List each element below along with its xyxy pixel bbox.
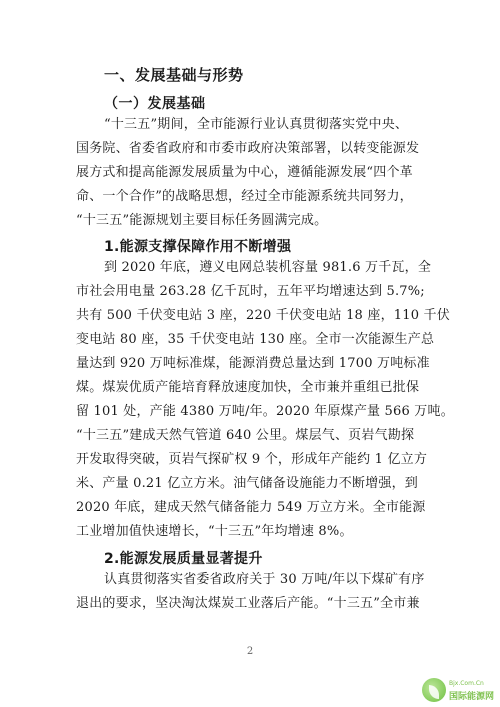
paragraph-line: 到 2020 年底，遵义电网总装机容量 981.6 万千瓦，全 — [104, 260, 432, 275]
watermark-logo — [422, 676, 496, 704]
watermark-cn: 国际能源网 — [449, 692, 495, 702]
paragraph-line: 工业增加值快速增长，“十三五”年均增速 8%。 — [76, 524, 353, 539]
heading-energy-support: 1.能源支撑保障作用不断增强 — [104, 239, 292, 255]
paragraph-line: 认真贯彻落实省委省政府关于 30 万吨/年以下煤矿有序 — [104, 572, 425, 587]
paragraph-line: 变电站 80 座，35 千伏变电站 130 座。全市一次能源生产总 — [76, 332, 435, 347]
subsection-title: （一）发展基础 — [104, 96, 206, 112]
paragraph-line: 开发取得突破，页岩气探矿权 9 个，形成年产能约 1 亿立方 — [76, 452, 428, 467]
paragraph-line: 留 101 处，产能 4380 万吨/年。2020 年原煤产量 566 万吨。 — [76, 404, 454, 419]
paragraph-line: 市社会用电量 263.28 亿千瓦时，五年平均增速达到 5.7%; — [76, 284, 425, 299]
watermark-en: Bjx.Com.Cn — [449, 680, 484, 687]
heading-energy-quality: 2.能源发展质量显著提升 — [104, 551, 263, 567]
page-number: 2 — [246, 646, 254, 657]
leaf-logo-icon — [422, 678, 446, 702]
paragraph-line: 命、一个合作”的战略思想，经过全市能源系统共同努力， — [76, 189, 413, 204]
paragraph-line: “十三五”建成天然气管道 640 公里。煤层气、页岩气勘探 — [76, 428, 415, 443]
paragraph-line: 煤。煤炭优质产能培育释放速度加快，全市兼并重组已批保 — [76, 380, 420, 395]
paragraph-line: “十三五”能源规划主要目标任务圆满完成。 — [76, 213, 328, 228]
section-title: 一、发展基础与形势 — [104, 66, 244, 84]
paragraph-line: “十三五”期间，全市能源行业认真贯彻落实党中央、 — [104, 117, 409, 132]
paragraph-line: 退出的要求，坚决淘汰煤炭工业落后产能。“十三五”全市兼 — [76, 596, 420, 611]
paragraph-line: 量达到 920 万吨标准煤，能源消费总量达到 1700 万吨标准 — [76, 356, 430, 371]
paragraph-line: 共有 500 千伏变电站 3 座，220 千伏变电站 18 座，110 千伏 — [76, 308, 450, 323]
paragraph-line: 展方式和提高能源发展质量为中心，遵循能源发展“四个革 — [76, 165, 413, 180]
paragraph-line: 2020 年底，建成天然气储备能力 549 万立方米。全市能源 — [76, 500, 426, 515]
paragraph-line: 米、产量 0.21 亿立方米。油气储备设施能力不断增强，到 — [76, 476, 419, 491]
paragraph-line: 国务院、省委省政府和市委市政府决策部署，以转变能源发 — [76, 141, 420, 156]
